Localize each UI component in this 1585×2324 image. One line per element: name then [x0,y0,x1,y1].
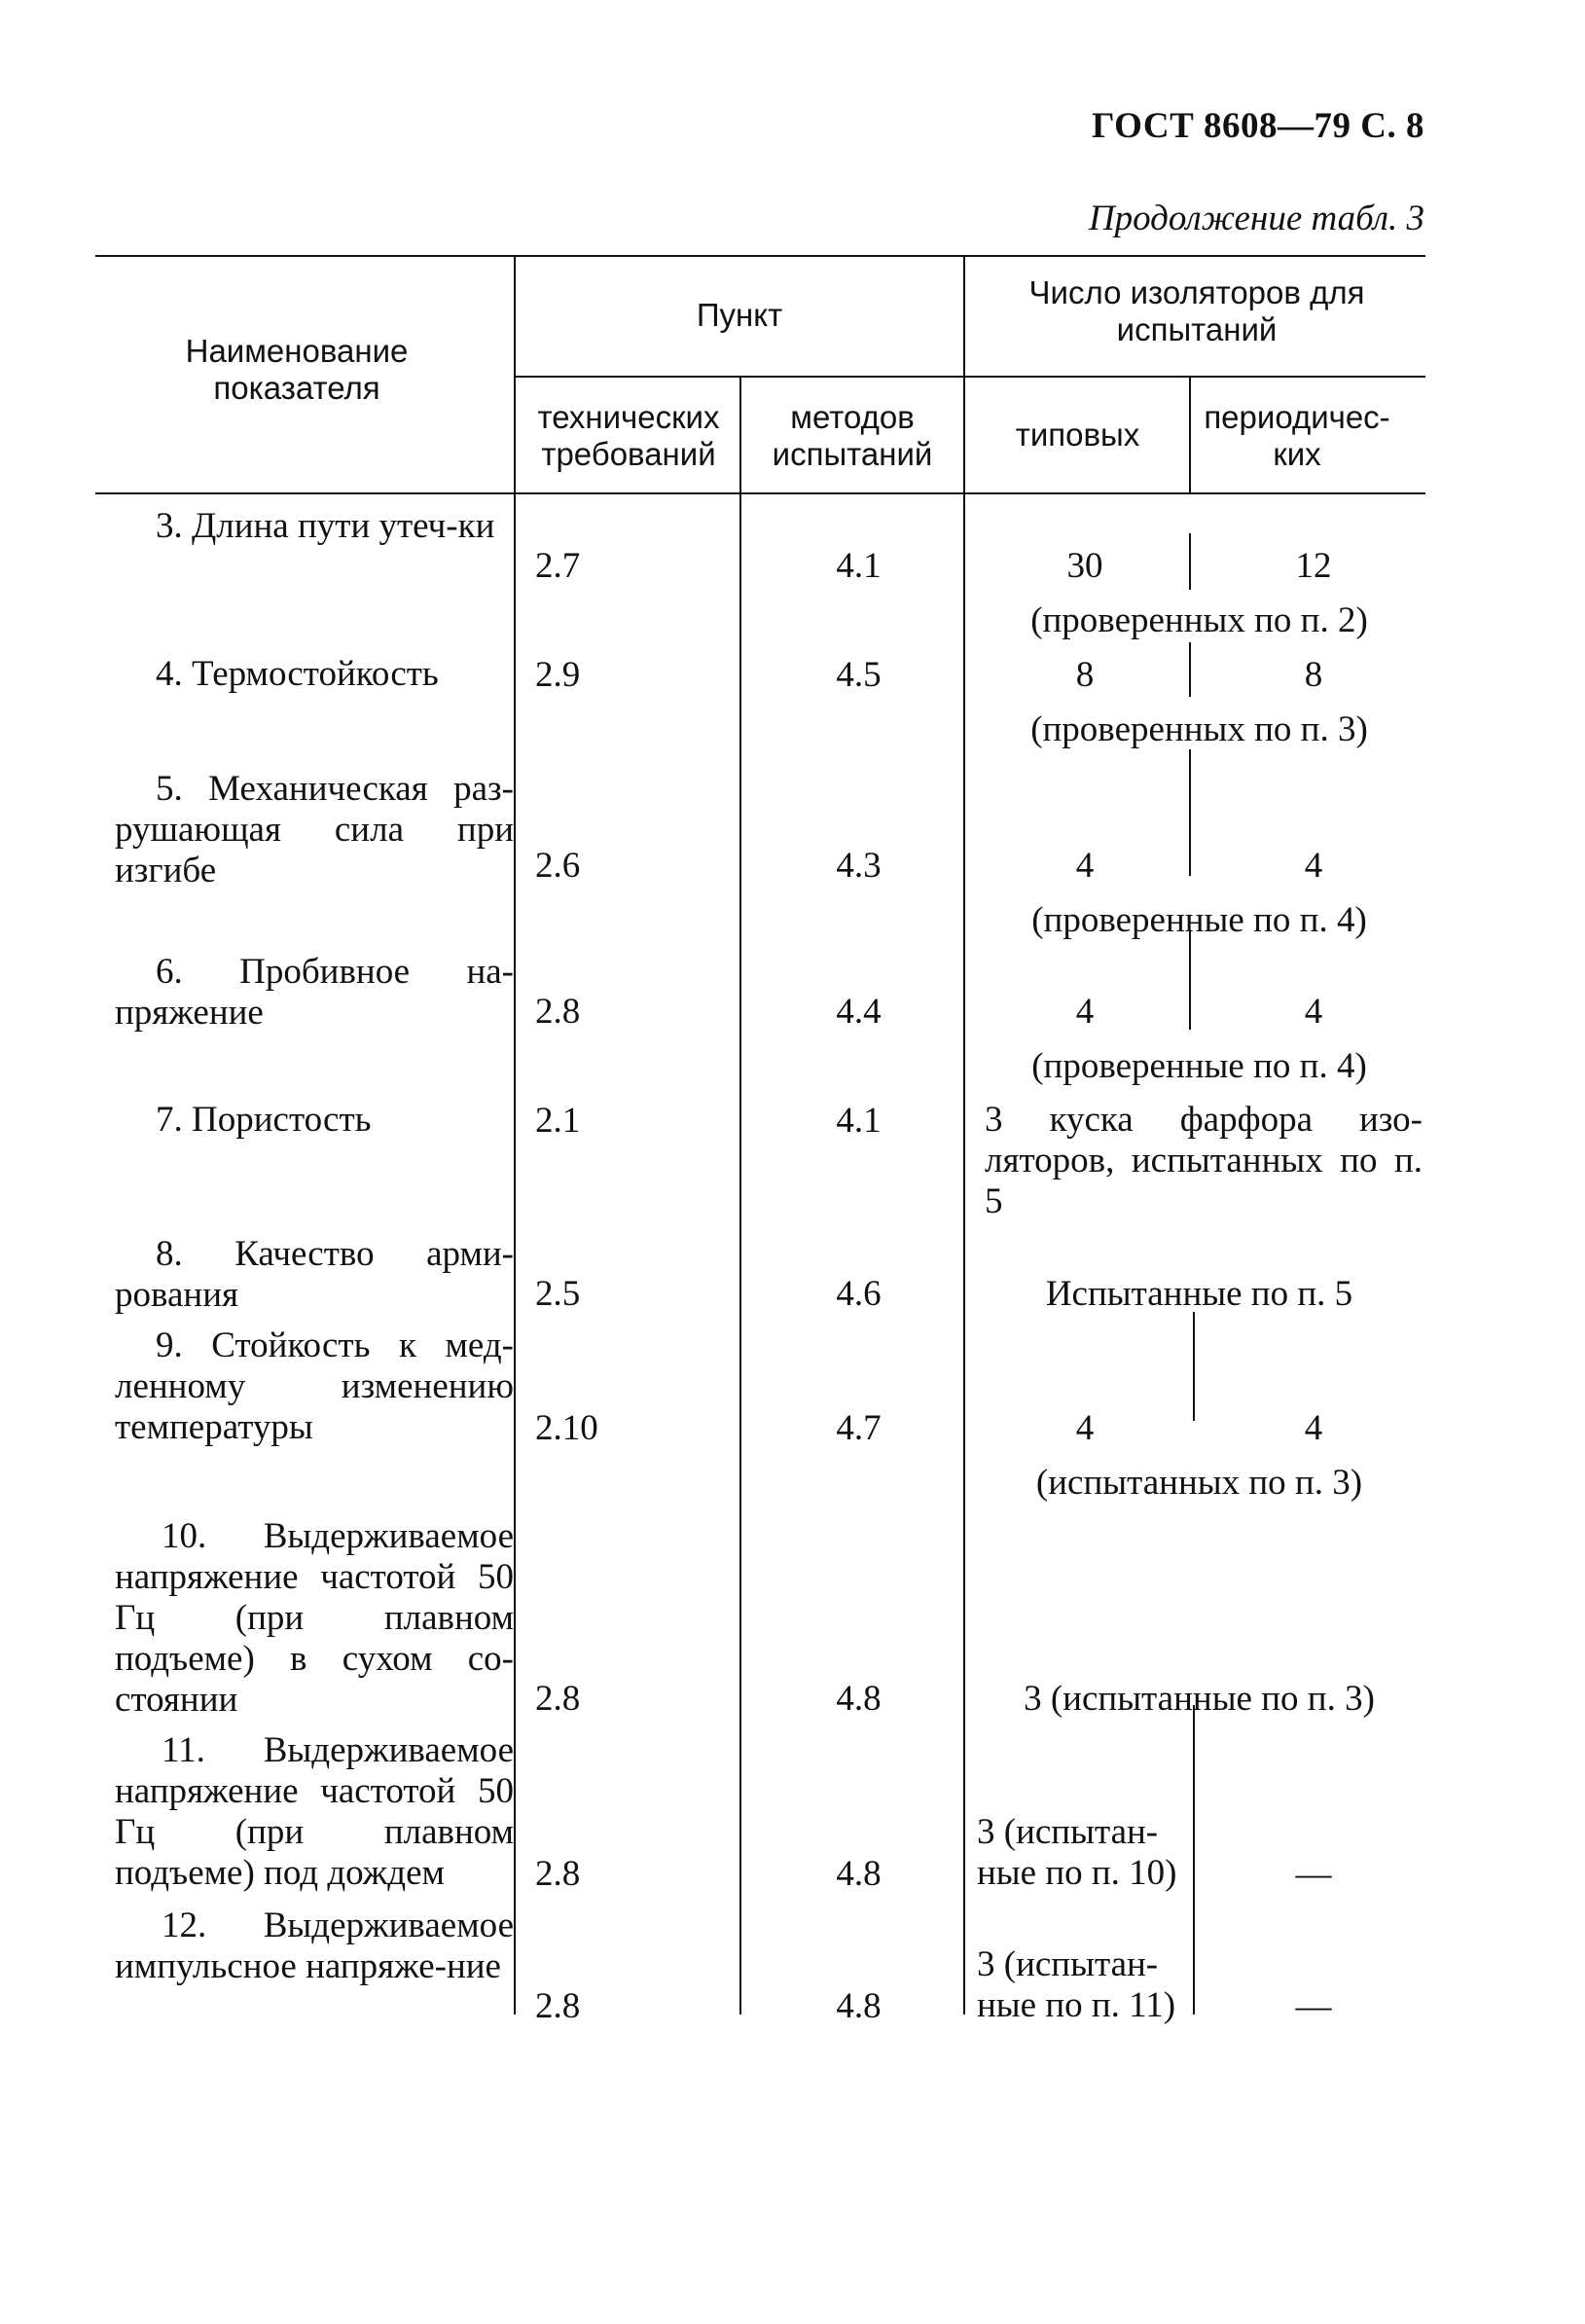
header-mid-rule [516,376,1425,378]
row-methods: 4.8 [836,1679,882,1719]
table-caption: Продолжение табл. 3 [1088,199,1424,238]
header-bottom-rule [95,492,1425,494]
row-name: 9. Стойкость к мед-ленному изменению температуры [115,1325,514,1447]
row-methods: 4.6 [836,1274,882,1314]
row-typical: 3 (испытан-ные по п. 11) [977,1944,1176,2025]
document-id: ГОСТ 8608—79 С. 8 [1092,106,1424,146]
count-divider [1193,1312,1195,1421]
row-periodic: 12 [1295,546,1332,586]
row-count-span: 3 (испытанные по п. 3) [1024,1679,1375,1719]
row-methods: 4.8 [836,1854,882,1894]
row-tech: 2.9 [535,655,581,695]
row-name: 4. Термостойкость [156,654,439,694]
row-count-span: 3 куска фарфора изо-ляторов, испытанных по п. 5 [985,1100,1423,1221]
row-tech: 2.6 [535,846,581,886]
row-note: (проверенные по п. 4) [1031,1046,1367,1086]
row-note: (проверенных по п. 2) [1030,600,1368,640]
row-tech: 2.8 [535,1986,581,2026]
row-tech: 2.8 [535,1679,581,1719]
row-periodic: — [1295,1986,1332,2026]
table-top-rule [95,255,1425,257]
header-periodic: периодичес-ких [1204,399,1390,472]
row-periodic: 4 [1304,992,1323,1032]
row-methods: 4.8 [836,1986,882,2026]
row-tech: 2.1 [535,1101,581,1141]
row-typical: 8 [1075,655,1095,695]
row-name: 3. Длина пути утеч-ки [156,506,495,546]
row-typical: 30 [1066,546,1103,586]
header-name: Наименование показателя [185,333,409,406]
col-divider-punkt [739,376,741,2015]
row-name: 8. Качество арми-рования [115,1234,514,1315]
row-typical: 4 [1075,846,1095,886]
row-periodic: — [1295,1854,1332,1894]
row-note: (проверенные по п. 4) [1031,900,1367,940]
row-count-span: Испытанные по п. 5 [1045,1274,1353,1314]
row-tech: 2.7 [535,546,581,586]
row-methods: 4.1 [836,546,882,586]
row-methods: 4.4 [836,992,882,1032]
col-divider-methods [963,255,965,2015]
row-tech: 2.8 [535,992,581,1032]
row-typical: 4 [1075,1408,1095,1448]
row-name: 7. Пористость [156,1100,372,1140]
row-methods: 4.7 [836,1408,882,1448]
row-periodic: 4 [1304,846,1323,886]
row-name: 10. Выдерживаемое напряжение частотой 50 Гц (при плавном подъеме) в сухом со-стоянии [115,1516,514,1720]
row-name: 6. Пробивное на-пряжение [115,952,514,1033]
row-tech: 2.10 [535,1408,598,1448]
header-punkt: Пункт [696,297,783,333]
col-divider-count-header [1189,376,1191,492]
row-name: 11. Выдерживаемое напряжение частотой 50 Гц (при плавном подъеме) под дождем [115,1730,514,1893]
row-note: (проверенных по п. 3) [1030,709,1368,749]
row-tech: 2.5 [535,1274,581,1314]
col-divider-name [514,255,516,2015]
row-methods: 4.1 [836,1101,882,1141]
row-typical: 4 [1075,992,1095,1032]
header-count: Число изоляторов для испытаний [1028,274,1365,347]
row-methods: 4.3 [836,846,882,886]
row-tech: 2.8 [535,1854,581,1894]
row-periodic: 8 [1304,655,1323,695]
row-name: 5. Механическая раз-рушающая сила при изгибе [115,769,514,890]
row-typical: 3 (испытан-ные по п. 10) [977,1812,1177,1893]
row-periodic: 4 [1304,1408,1323,1448]
header-typical: типовых [1015,417,1140,453]
count-divider [1193,1705,1195,2015]
row-note: (испытанных по п. 3) [1035,1463,1363,1503]
row-methods: 4.5 [836,655,882,695]
row-name: 12. Выдерживаемое импульсное напряже-ние [115,1906,514,1986]
header-methods: методов испытаний [772,399,933,472]
header-tech: технических требований [537,399,720,472]
